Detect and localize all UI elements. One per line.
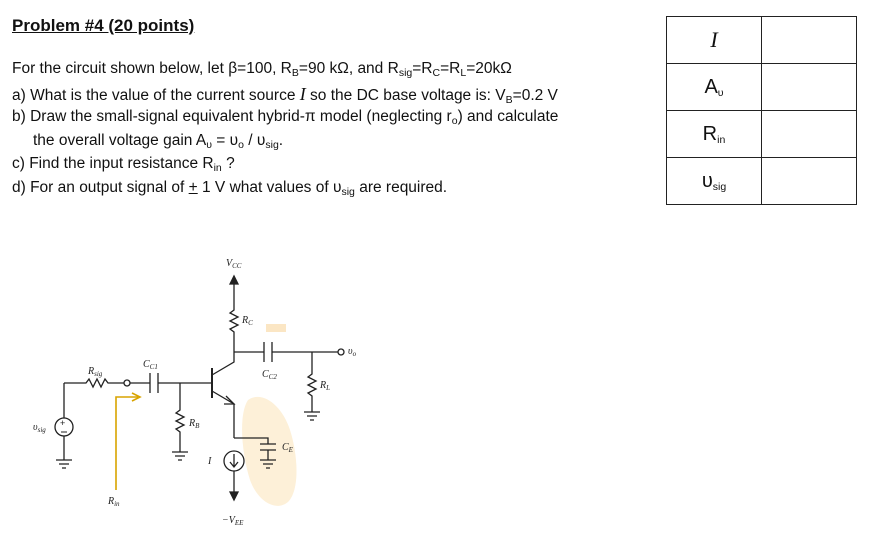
bjt-collector: [212, 352, 234, 375]
label-rin: $R_{in}$: [108, 496, 120, 508]
label-i: I: [208, 456, 212, 467]
vo-terminal: [338, 349, 344, 355]
part-c: c) Find the input resistance $R_{in}$ ?: [12, 155, 235, 174]
bjt-emitter: [212, 391, 234, 438]
rb-ground: [172, 452, 188, 460]
answer-cell-i[interactable]: [762, 17, 857, 64]
label-rsig: $R_{sig}$: [88, 366, 103, 378]
label-rc: $R_C$: [242, 315, 253, 327]
rc-resistor: [230, 305, 238, 352]
cc1-capacitor: [150, 373, 158, 393]
vsig-ground: [56, 460, 72, 468]
answer-row-vsig: [667, 158, 857, 205]
answer-table: [666, 16, 857, 205]
answer-label-vsig: $\upsilon_{sig}$: [667, 158, 762, 205]
part-b: b) Draw the small-signal equivalent hybrid-π model (neglecting $r_o$) and calculate: [12, 108, 559, 127]
label-vee: $-V_{EE}$: [222, 515, 244, 527]
answer-row-i: [667, 17, 857, 64]
label-cc2: $C_{C2}$: [262, 369, 277, 381]
vcc-arrow: [230, 276, 238, 284]
part-a: a) What is the value of the current source I so the DC base voltage is: $V_B=0.2$ V: [12, 84, 558, 106]
label-rl: $R_L$: [320, 380, 331, 392]
vee-arrow: [230, 492, 238, 500]
vsig-plus: +: [60, 418, 66, 428]
answer-label-av: $A_\upsilon$: [667, 64, 762, 111]
label-rb: $R_B$: [189, 418, 200, 430]
part-d: d) For an output signal of + 1 V what values of $\upsilon_{sig}$ are required.: [12, 179, 448, 198]
rsig-resistor: [64, 379, 124, 387]
answer-row-rin: [667, 111, 857, 158]
label-vo: $\upsilon_o$: [348, 346, 357, 358]
problem-title: Problem #4 (20 points): [12, 16, 195, 35]
answer-label-i: I: [667, 17, 762, 64]
answer-cell-rin[interactable]: [762, 111, 857, 158]
rl-resistor: [308, 352, 316, 412]
label-vsig: $\upsilon_{sig}$: [33, 422, 46, 434]
problem-intro: For the circuit shown below, let β=100, $R_B=90$ kΩ, and $R_{sig}=R_C=R_L=20k\Omega$: [12, 60, 512, 79]
label-cc1: $C_{C1}$: [143, 359, 158, 371]
part-b-continued: the overall voltage gain $A_\upsilon = \upsilon_o / \upsilon_{sig}$.: [33, 132, 284, 151]
highlight-collector: [266, 324, 286, 332]
cc2-capacitor: [264, 342, 272, 362]
answer-row-av: [667, 64, 857, 111]
answer-label-rin: $R_{in}$: [667, 111, 762, 158]
answer-cell-vsig[interactable]: [762, 158, 857, 205]
label-ce: $C_E$: [282, 442, 293, 454]
input-terminal: [124, 380, 130, 386]
current-direction-arrow: [230, 454, 238, 467]
rl-ground: [304, 412, 320, 420]
rin-indicator: [116, 397, 138, 490]
label-vcc: $V_{CC}$: [226, 258, 242, 270]
rb-resistor: [176, 383, 184, 452]
answer-cell-av[interactable]: [762, 64, 857, 111]
bjt-emitter-arrow: [224, 396, 234, 404]
circuit-diagram: [0, 240, 420, 540]
